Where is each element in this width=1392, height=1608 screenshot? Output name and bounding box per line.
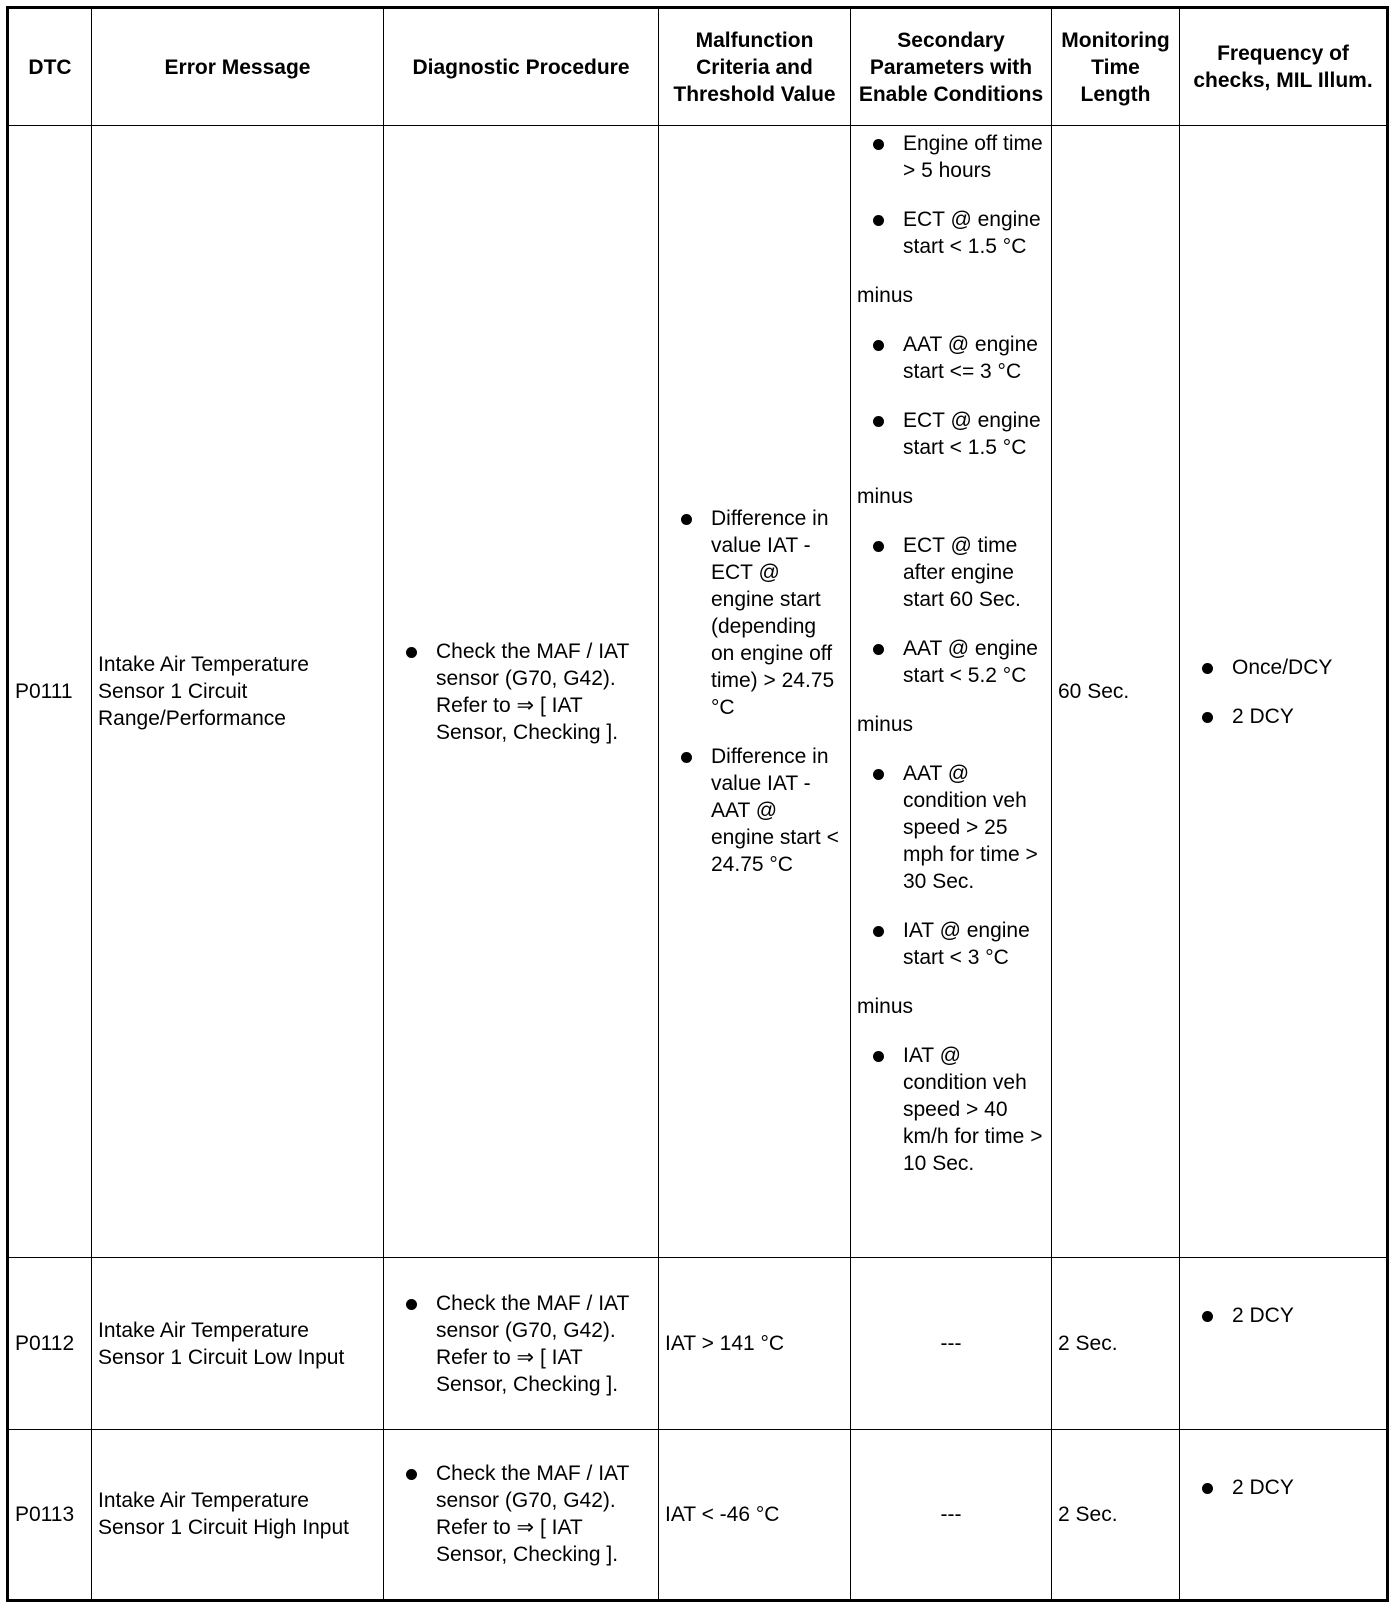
header-error-message: Error Message xyxy=(92,8,384,126)
frequency xyxy=(1180,126,1388,1258)
bullet-icon xyxy=(873,769,884,780)
bullet-icon xyxy=(873,215,884,226)
secondary-parameters xyxy=(851,126,1052,1258)
frequency xyxy=(1180,1429,1388,1600)
bullet-icon xyxy=(1202,1483,1213,1494)
monitoring-time: 2 Sec. xyxy=(1052,1429,1180,1600)
list-item: ECT @ engine start < 1.5 °C xyxy=(857,206,1045,260)
bullet-icon xyxy=(1202,712,1213,723)
dtc-code: P0111 xyxy=(8,126,92,1258)
list-item: Check the MAF / IAT sensor (G70, G42). Refer to ⇒ [ IAT Sensor, Checking ]. xyxy=(390,1290,652,1398)
list-item: IAT @ engine start < 3 °C xyxy=(857,917,1045,971)
diagnostic-procedure xyxy=(384,1258,659,1429)
error-message: Intake Air Temperature Sensor 1 Circuit Range/Performance xyxy=(92,126,384,1258)
bullet-icon xyxy=(873,644,884,655)
list-item: 2 DCY xyxy=(1186,703,1380,730)
list-item: 2 DCY xyxy=(1186,1302,1380,1329)
minus-label: minus xyxy=(857,995,914,1018)
bullet-icon xyxy=(873,416,884,427)
bullet-icon xyxy=(1202,1311,1213,1322)
table-row xyxy=(8,1258,1388,1429)
list-item: Engine off time > 5 hours xyxy=(857,130,1045,184)
error-message: Intake Air Temperature Sensor 1 Circuit Low Input xyxy=(92,1258,384,1429)
table-row xyxy=(8,1429,1388,1600)
list-item: AAT @ engine start < 5.2 °C xyxy=(857,635,1045,689)
list-item: IAT @ condition veh speed > 40 km/h for time > 10 Sec. xyxy=(857,1042,1045,1177)
diagnostic-procedure xyxy=(384,1429,659,1600)
bullet-icon xyxy=(681,514,692,525)
diagnostic-procedure xyxy=(384,126,659,1258)
dtc-code: P0113 xyxy=(8,1429,92,1600)
monitoring-time: 60 Sec. xyxy=(1052,126,1180,1258)
bullet-icon xyxy=(406,647,417,658)
bullet-icon xyxy=(873,926,884,937)
monitoring-time: 2 Sec. xyxy=(1052,1258,1180,1429)
list-item: Difference in value IAT - ECT @ engine start (depending on engine off time) > 24.75 °C xyxy=(665,505,844,721)
table-row xyxy=(8,126,1388,1258)
header-frequency: Frequency of checks, MIL Illum. xyxy=(1180,8,1388,126)
malfunction-criteria: IAT > 141 °C xyxy=(659,1258,851,1429)
bullet-icon xyxy=(873,541,884,552)
list-item: Check the MAF / IAT sensor (G70, G42). Refer to ⇒ [ IAT Sensor, Checking ]. xyxy=(390,638,652,746)
bullet-icon xyxy=(1202,663,1213,674)
bullet-icon xyxy=(681,752,692,763)
bullet-icon xyxy=(406,1299,417,1310)
malfunction-criteria: IAT < -46 °C xyxy=(659,1429,851,1600)
list-item: AAT @ condition veh speed > 25 mph for time > 30 Sec. xyxy=(857,760,1045,895)
list-item: ECT @ engine start < 1.5 °C xyxy=(857,407,1045,461)
header-monitoring-time: Monitoring Time Length xyxy=(1052,8,1180,126)
list-item: AAT @ engine start <= 3 °C xyxy=(857,331,1045,385)
list-item: Check the MAF / IAT sensor (G70, G42). Refer to ⇒ [ IAT Sensor, Checking ]. xyxy=(390,1460,652,1568)
header-dtc: DTC xyxy=(8,8,92,126)
list-item: Difference in value IAT - AAT @ engine start < 24.75 °C xyxy=(665,743,844,878)
minus-label: minus xyxy=(857,485,914,508)
header-secondary-parameters: Secondary Parameters with Enable Conditions xyxy=(851,8,1052,126)
header-row xyxy=(8,8,1388,126)
header-diagnostic-procedure: Diagnostic Procedure xyxy=(384,8,659,126)
secondary-parameters: --- xyxy=(851,1258,1052,1429)
minus-label: minus xyxy=(857,713,914,736)
dtc-table xyxy=(6,6,1389,1602)
frequency xyxy=(1180,1258,1388,1429)
malfunction-criteria xyxy=(659,126,851,1258)
secondary-parameters: --- xyxy=(851,1429,1052,1600)
error-message: Intake Air Temperature Sensor 1 Circuit High Input xyxy=(92,1429,384,1600)
list-item: Once/DCY xyxy=(1186,654,1380,681)
bullet-icon xyxy=(406,1469,417,1480)
bullet-icon xyxy=(873,1051,884,1062)
list-item: ECT @ time after engine start 60 Sec. xyxy=(857,532,1045,613)
dtc-code: P0112 xyxy=(8,1258,92,1429)
bullet-icon xyxy=(873,139,884,150)
list-item: 2 DCY xyxy=(1186,1474,1380,1501)
header-malfunction-criteria: Malfunction Criteria and Threshold Value xyxy=(659,8,851,126)
bullet-icon xyxy=(873,340,884,351)
minus-label: minus xyxy=(857,284,914,307)
